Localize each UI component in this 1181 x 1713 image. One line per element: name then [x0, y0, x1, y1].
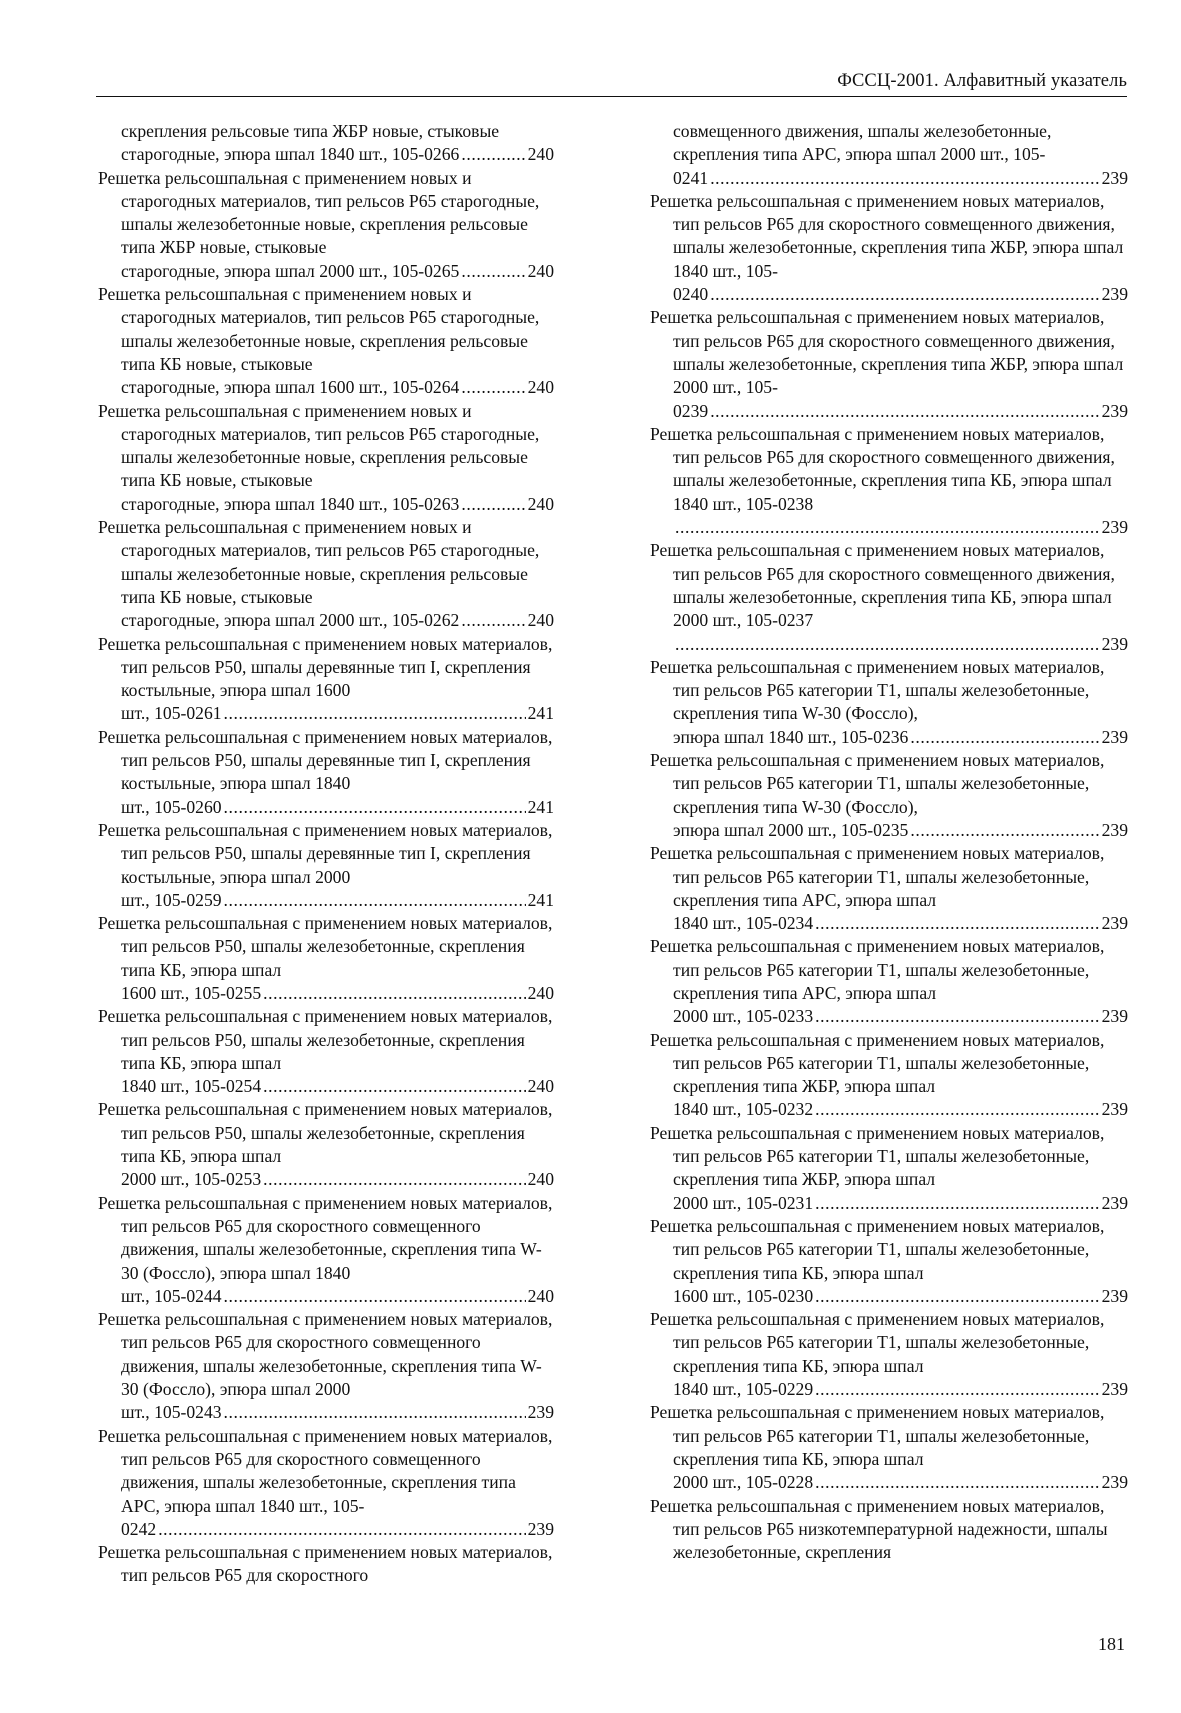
dot-leader: [224, 1285, 526, 1308]
dot-leader: [263, 982, 525, 1005]
index-entry-text: Решетка рельсошпальная с применением новых материалов, тип рельсов Р65 для скоростного совмещенного движения, шпалы железобетонные, скрепления типа КБ, эпюра шпал 1840 шт., 105-0238: [650, 423, 1115, 514]
dot-leader: [815, 1005, 1099, 1028]
index-entry: [98, 633, 554, 726]
index-entry-text: Решетка рельсошпальная с применением новых материалов, тип рельсов Р65 для скоростного совмещенного движения, шпалы железобетонные, скрепления типа W-30 (Фоссло), эпюра шпал 1840: [98, 1192, 553, 1283]
dot-leader: [710, 167, 1099, 190]
index-entry-page: 239: [1101, 633, 1128, 654]
index-entry: [98, 1541, 554, 1588]
index-entry: [650, 1308, 1128, 1401]
index-entry: [650, 1122, 1128, 1215]
dot-leader: [461, 143, 525, 166]
index-entry-page: 240: [527, 377, 554, 398]
index-entry-text: Решетка рельсошпальная с применением новых и старогодных материалов, тип рельсов Р65 старогодные, шпалы железобетонные новые, скрепления рельсовые типа КБ новые, стыковые: [98, 400, 540, 491]
dot-leader: [710, 283, 1099, 306]
dot-leader: [224, 1401, 526, 1424]
index-entry-page: 239: [527, 1402, 554, 1423]
index-entry-text: Решетка рельсошпальная с применением новых материалов, тип рельсов Р65 категории Т1, шпалы железобетонные, скрепления типа КБ, эпюра шпал: [650, 1309, 1105, 1376]
index-entry-code: старогодные, эпюра шпал 1840 шт., 105-0266: [121, 144, 460, 165]
page-number: 181: [1098, 1634, 1125, 1654]
index-entry-leader: [673, 1005, 1128, 1028]
index-entry-page: 241: [527, 796, 554, 817]
index-column-left: [98, 120, 554, 1588]
index-entry-text: Решетка рельсошпальная с применением новых и старогодных материалов, тип рельсов Р65 старогодные, шпалы железобетонные новые, скрепления рельсовые типа КБ новые, стыковые: [98, 284, 540, 374]
index-entry-page: 239: [527, 1518, 554, 1539]
index-entry-page: 239: [1101, 517, 1128, 538]
index-entry-text: совмещенного движения, шпалы железобетонные, скрепления типа АРС, эпюра шпал 2000 шт., 105-: [673, 121, 1052, 165]
index-entry-code: 0239: [673, 400, 709, 421]
index-entry-code: 1840 шт., 105-0234: [673, 913, 814, 934]
index-entry-text: Решетка рельсошпальная с применением новых материалов, тип рельсов Р50, шпалы деревянные тип I, скрепления костыльные, эпюра шпал 1840: [98, 726, 553, 794]
index-entry: [98, 1098, 554, 1191]
index-entry: [650, 842, 1128, 935]
index-entry-leader: [121, 493, 554, 516]
dot-leader: [461, 376, 525, 399]
index-entry-text: скрепления рельсовые типа ЖБР новые, стыковые: [121, 121, 500, 141]
index-entry-page: 239: [1101, 1285, 1128, 1306]
index-entry-leader: [121, 1285, 554, 1308]
index-entry-code: старогодные, эпюра шпал 2000 шт., 105-0265: [121, 260, 460, 281]
index-entry-leader: [121, 889, 554, 912]
index-entry-page: 239: [1101, 1379, 1128, 1400]
index-entry-page: 239: [1101, 726, 1128, 747]
dot-leader: [675, 633, 1100, 656]
index-entry: [650, 539, 1128, 655]
dot-leader: [158, 1518, 525, 1541]
index-entry: [98, 1005, 554, 1098]
dot-leader: [461, 260, 525, 283]
dot-leader: [815, 1471, 1099, 1494]
index-entry-code: старогодные, эпюра шпал 1600 шт., 105-0264: [121, 377, 460, 398]
index-entry-page: 239: [1101, 1192, 1128, 1213]
index-entry-code: старогодные, эпюра шпал 2000 шт., 105-0262: [121, 610, 460, 631]
index-entry-page: 239: [1101, 819, 1128, 840]
index-entry-code: эпюра шпал 2000 шт., 105-0235: [673, 819, 909, 840]
index-entry-leader: [673, 1378, 1128, 1401]
index-entry: [98, 1192, 554, 1308]
index-entry: [650, 749, 1128, 842]
index-entry-text: Решетка рельсошпальная с применением новых материалов, тип рельсов Р65 категории Т1, шпалы железобетонные, скрепления типа ЖБР, эпюра шпал: [650, 1122, 1105, 1190]
index-entry-leader: [121, 702, 554, 725]
index-entry-page: 239: [1101, 400, 1128, 421]
index-entry-code: шт., 105-0243: [121, 1402, 222, 1423]
index-entry-code: 0242: [121, 1518, 157, 1539]
index-entry: [98, 726, 554, 819]
page-header: [96, 66, 1127, 97]
index-entry-leader: [673, 167, 1128, 190]
index-entry-leader: [673, 1471, 1128, 1494]
index-entry-page: 241: [527, 889, 554, 910]
index-entry-page: 240: [527, 1076, 554, 1097]
index-entry-leader: [121, 143, 554, 166]
index-entry-page: 241: [527, 703, 554, 724]
dot-leader: [224, 702, 526, 725]
dot-leader: [815, 1098, 1099, 1121]
index-entry-code: 1840 шт., 105-0229: [673, 1379, 814, 1400]
index-entry-text: Решетка рельсошпальная с применением новых материалов, тип рельсов Р65 категории Т1, шпалы железобетонные, скрепления типа КБ, эпюра шпал: [650, 1215, 1105, 1283]
index-entry-page: 239: [1101, 913, 1128, 934]
index-entry: [650, 1495, 1128, 1565]
dot-leader: [815, 1378, 1099, 1401]
index-entry-page: 239: [1101, 1472, 1128, 1493]
index-entry-code: шт., 105-0259: [121, 889, 222, 910]
index-entry-leader: [673, 912, 1128, 935]
index-entry: [98, 400, 554, 516]
index-entry-leader: [673, 1192, 1128, 1215]
index-entry-leader: [121, 376, 554, 399]
index-entry-code: старогодные, эпюра шпал 1840 шт., 105-0263: [121, 493, 460, 514]
index-entry-leader: [673, 1098, 1128, 1121]
index-entry: [98, 1308, 554, 1424]
index-entry-leader: [673, 819, 1128, 842]
dot-leader: [710, 400, 1099, 423]
dot-leader: [461, 493, 525, 516]
index-entry-code: шт., 105-0244: [121, 1285, 222, 1306]
index-entry-text: Решетка рельсошпальная с применением новых материалов, тип рельсов Р65 для скоростного совмещенного движения, шпалы железобетонные, скрепления типа КБ, эпюра шпал 2000 шт., 105-0237: [650, 540, 1115, 631]
index-entry-page: 240: [527, 144, 554, 165]
index-entry: [650, 306, 1128, 422]
index-entry-leader: [121, 609, 554, 632]
index-entry-leader: [673, 633, 1128, 656]
index-entry-text: Решетка рельсошпальная с применением новых материалов, тип рельсов Р65 категории Т1, шпалы железобетонные, скрепления типа КБ, эпюра шпал: [650, 1402, 1105, 1469]
index-entry: [650, 190, 1128, 306]
dot-leader: [224, 889, 526, 912]
index-entry: [650, 656, 1128, 749]
index-entry: [98, 283, 554, 399]
dot-leader: [224, 796, 526, 819]
index-entry-code: 2000 шт., 105-0233: [673, 1006, 814, 1027]
index-entry-code: шт., 105-0261: [121, 703, 222, 724]
index-entry-code: 2000 шт., 105-0231: [673, 1192, 814, 1213]
dot-leader: [675, 516, 1100, 539]
index-entry-code: 1840 шт., 105-0254: [121, 1076, 262, 1097]
index-entry-code: 1600 шт., 105-0230: [673, 1285, 814, 1306]
index-entry-code: шт., 105-0260: [121, 796, 222, 817]
index-entry-page: 240: [527, 1169, 554, 1190]
index-entry: [98, 819, 554, 912]
index-entry-page: 240: [527, 982, 554, 1003]
index-entry: [650, 120, 1128, 190]
dot-leader: [815, 912, 1099, 935]
index-entry-text: Решетка рельсошпальная с применением новых и старогодных материалов, тип рельсов Р65 старогодные, шпалы железобетонные новые, скрепления рельсовые типа ЖБР новые, стыковые: [98, 167, 540, 258]
index-entry-text: Решетка рельсошпальная с применением новых материалов, тип рельсов Р65 для скоростного совмещенного движения, шпалы железобетонные, скрепления типа ЖБР, эпюра шпал 1840 шт., 105-: [650, 190, 1124, 281]
index-entry-text: Решетка рельсошпальная с применением новых и старогодных материалов, тип рельсов Р65 старогодные, шпалы железобетонные новые, скрепления рельсовые типа КБ новые, стыковые: [98, 517, 540, 607]
index-entry-code: эпюра шпал 1840 шт., 105-0236: [673, 726, 909, 747]
index-entry-text: Решетка рельсошпальная с применением новых материалов, тип рельсов Р65 низкотемпературной надежности, шпалы железобетонные, скрепления: [650, 1495, 1108, 1563]
dot-leader: [815, 1285, 1099, 1308]
index-entry-code: 1600 шт., 105-0255: [121, 982, 262, 1003]
dot-leader: [910, 819, 1099, 842]
dot-leader: [263, 1075, 525, 1098]
index-entry-text: Решетка рельсошпальная с применением новых материалов, тип рельсов Р65 для скоростного совмещенного движения, шпалы железобетонные, скрепления типа ЖБР, эпюра шпал 2000 шт., 105-: [650, 307, 1124, 398]
index-entry-code: 2000 шт., 105-0253: [121, 1169, 262, 1190]
index-entry-leader: [121, 1401, 554, 1424]
index-entry-text: Решетка рельсошпальная с применением новых материалов, тип рельсов Р65 для скоростного: [98, 1542, 553, 1586]
index-entry-leader: [673, 400, 1128, 423]
index-entry: [98, 912, 554, 1005]
index-entry: [650, 1029, 1128, 1122]
index-entry: [650, 935, 1128, 1028]
index-entry-leader: [121, 1075, 554, 1098]
index-entry-page: 239: [1101, 284, 1128, 305]
index-entry-leader: [673, 726, 1128, 749]
index-entry: [650, 423, 1128, 539]
index-entry-text: Решетка рельсошпальная с применением новых материалов, тип рельсов Р50, шпалы железобетонные, скрепления типа КБ, эпюра шпал: [98, 913, 553, 980]
dot-leader: [461, 609, 525, 632]
header-title: ФССЦ-2001. Алфавитный указатель: [837, 71, 1127, 91]
index-entry-code: 2000 шт., 105-0228: [673, 1472, 814, 1493]
index-entry: [650, 1401, 1128, 1494]
index-entry: [98, 516, 554, 632]
index-entry-text: Решетка рельсошпальная с применением новых материалов, тип рельсов Р65 категории Т1, шпалы железобетонные, скрепления типа АРС, эпюра шпал: [650, 843, 1105, 910]
index-entry-leader: [673, 283, 1128, 306]
index-entry-page: 240: [527, 260, 554, 281]
index-entry-code: 0241: [673, 167, 709, 188]
index-entry-text: Решетка рельсошпальная с применением новых материалов, тип рельсов Р65 категории Т1, шпалы железобетонные, скрепления типа ЖБР, эпюра шпал: [650, 1029, 1105, 1097]
index-entry-code: 0240: [673, 284, 709, 305]
index-entry-text: Решетка рельсошпальная с применением новых материалов, тип рельсов Р65 для скоростного совмещенного движения, шпалы железобетонные, скрепления типа W-30 (Фоссло), эпюра шпал 2000: [98, 1309, 553, 1400]
index-entry-code: 1840 шт., 105-0232: [673, 1099, 814, 1120]
index-entry-text: Решетка рельсошпальная с применением новых материалов, тип рельсов Р65 категории Т1, шпалы железобетонные, скрепления типа АРС, эпюра шпал: [650, 936, 1105, 1003]
index-entry-leader: [121, 1518, 554, 1541]
index-entry-leader: [121, 260, 554, 283]
index-entry-leader: [121, 1168, 554, 1191]
dot-leader: [263, 1168, 525, 1191]
dot-leader: [910, 726, 1099, 749]
index-entry-page: 239: [1101, 1099, 1128, 1120]
dot-leader: [815, 1192, 1099, 1215]
index-entry-leader: [673, 516, 1128, 539]
index-entry-page: 240: [527, 493, 554, 514]
index-entry-page: 239: [1101, 1006, 1128, 1027]
index-entry-page: 240: [527, 1285, 554, 1306]
index-entry-text: Решетка рельсошпальная с применением новых материалов, тип рельсов Р50, шпалы железобетонные, скрепления типа КБ, эпюра шпал: [98, 1099, 553, 1167]
index-entry: [98, 1425, 554, 1541]
index-entry-leader: [673, 1285, 1128, 1308]
index-entry-text: Решетка рельсошпальная с применением новых материалов, тип рельсов Р65 категории Т1, шпалы железобетонные, скрепления типа W-30 (Фоссло),: [650, 656, 1105, 724]
index-entry-text: Решетка рельсошпальная с применением новых материалов, тип рельсов Р50, шпалы железобетонные, скрепления типа КБ, эпюра шпал: [98, 1006, 553, 1073]
index-column-right: [650, 120, 1128, 1564]
index-entry-leader: [121, 982, 554, 1005]
index-entry-text: Решетка рельсошпальная с применением новых материалов, тип рельсов Р50, шпалы деревянные тип I, скрепления костыльные, эпюра шпал 1600: [98, 633, 553, 701]
index-entry-page: 240: [527, 610, 554, 631]
index-entry: [98, 120, 554, 167]
index-entry: [98, 167, 554, 283]
index-entry-leader: [121, 796, 554, 819]
index-entry-text: Решетка рельсошпальная с применением новых материалов, тип рельсов Р65 категории Т1, шпалы железобетонные, скрепления типа W-30 (Фоссло),: [650, 750, 1105, 817]
index-entry-text: Решетка рельсошпальная с применением новых материалов, тип рельсов Р50, шпалы деревянные тип I, скрепления костыльные, эпюра шпал 2000: [98, 819, 553, 887]
index-entry-text: Решетка рельсошпальная с применением новых материалов, тип рельсов Р65 для скоростного совмещенного движения, шпалы железобетонные, скрепления типа АРС, эпюра шпал 1840 шт., 105-: [98, 1425, 553, 1516]
index-entry-page: 239: [1101, 167, 1128, 188]
index-entry: [650, 1215, 1128, 1308]
